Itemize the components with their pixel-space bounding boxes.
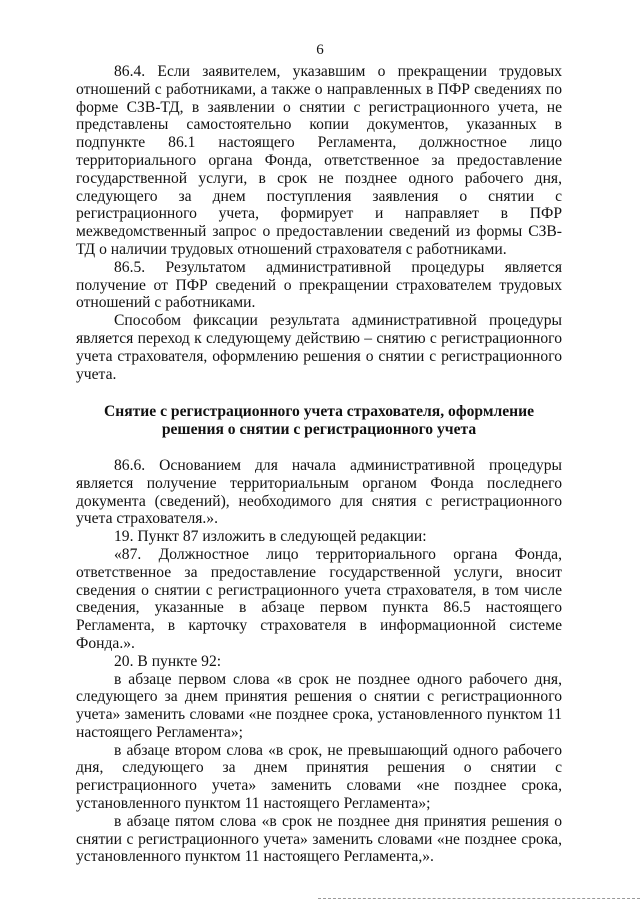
- paragraph-item-19: 19. Пункт 87 изложить в следующей редакции:: [114, 528, 427, 546]
- document-body: [76, 63, 562, 866]
- scan-edge-mark: [318, 898, 640, 900]
- section-heading-line-2: решения о снятии с регистрационного учета: [161, 421, 477, 439]
- section-heading-line-1: Снятие с регистрационного учета страхователя, оформление: [103, 403, 535, 421]
- paragraph-abzac-fifth: в абзаце пятом слова «в срок не позднее дня принятия решения о снятии с регистрационного учета» заменить словами «не позднее срока, установленного пунктом 11 настоящего Регламента,».: [76, 812, 562, 866]
- paragraph-86-6: 86.6. Основанием для начала административной процедуры является получение территориальным органом Фонда последнего документа (сведений), необходимого для снятия с регистрационного учета страхователя.».: [76, 456, 562, 528]
- page-number: 6: [316, 42, 324, 58]
- paragraph-fixation-method: Способом фиксации результата административной процедуры является переход к следующему действию – снятию с регистрационного учета страхователя, оформлению решения о снятии с регистрационного учета.: [76, 312, 562, 383]
- paragraph-86-4: 86.4. Если заявителем, указавшим о прекращении трудовых отношений с работниками, а также о направленных в ПФР сведениях по форме СЗВ-ТД, в заявлении о снятии с регистрационного учета, не представлены самостоятельно копии документов, указанных в подпункте 86.1 настоящего Регламента, должностное лицо территориального органа Фонда, ответственное за предоставление государственной услуги, в срок не позднее одного рабочего дня, следующего за днем поступления заявления о снятии с регистрационного учета, формирует и направляет в ПФР межведомственный запрос о предоставлении сведений из формы СЗВ-ТД о наличии трудовых отношений страхователя с работниками.: [76, 63, 562, 258]
- paragraph-abzac-first: в абзаце первом слова «в срок не позднее одного рабочего дня, следующего за днем принятия решения о снятии с регистрационного учета» заменить словами «не позднее срока, установленного пунктом 11 настоящего Регламента»;: [76, 670, 562, 741]
- paragraph-abzac-second: в абзаце втором слова «в срок, не превышающий одного рабочего дня, следующего за днем принятия решения о снятии с регистрационного учета» заменить словами «не позднее срока, установленного пунктом 11 настоящего Регламента»;: [76, 741, 562, 813]
- paragraph-item-20: 20. В пункте 92:: [114, 652, 222, 670]
- paragraph-87-new-text: «87. Должностное лицо территориального органа Фонда, ответственное за предоставление государственной услуги, вносит сведения о снятии с регистрационного учета страхователя, в том числе сведения, указанные в абзаце первом пункта 86.5 настоящего Регламента, в карточку страхователя в информационной системе Фонда.».: [76, 545, 562, 652]
- section-heading: [76, 403, 562, 439]
- paragraph-86-5: 86.5. Результатом административной процедуры является получение от ПФР сведений о прекращении страхователем трудовых отношений с работниками.: [76, 258, 562, 312]
